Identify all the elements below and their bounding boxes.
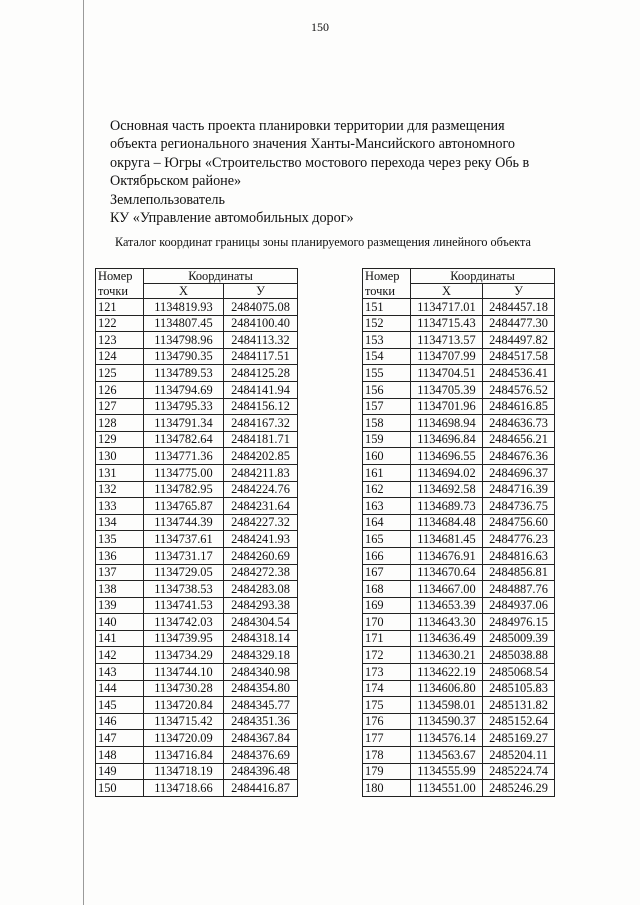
point-number-cell: 131 (96, 464, 144, 481)
x-coordinate-cell: 1134622.19 (411, 664, 483, 681)
x-coordinate-cell: 1134590.37 (411, 713, 483, 730)
point-number-cell: 122 (96, 315, 144, 332)
y-coordinate-cell: 2484304.54 (224, 614, 298, 631)
y-coordinate-cell: 2484283.08 (224, 581, 298, 598)
y-coordinate-cell: 2484181.71 (224, 431, 298, 448)
point-number-cell: 134 (96, 514, 144, 531)
x-coordinate-cell: 1134716.84 (144, 747, 224, 764)
y-coordinate-cell: 2484241.93 (224, 531, 298, 548)
x-coordinate-cell: 1134771.36 (144, 448, 224, 465)
table-row (96, 431, 298, 448)
x-coordinate-cell: 1134696.55 (411, 448, 483, 465)
point-number-cell: 133 (96, 498, 144, 515)
y-coordinate-cell: 2484756.60 (483, 514, 555, 531)
table-row (96, 597, 298, 614)
point-number-cell: 140 (96, 614, 144, 631)
heading-line: объекта регионального значения Ханты-Мансийского автономного (110, 136, 516, 153)
table-row (96, 763, 298, 780)
point-number-cell: 147 (96, 730, 144, 747)
point-number-cell: 150 (96, 780, 144, 797)
y-coordinate-cell: 2485009.39 (483, 630, 555, 647)
y-coordinate-cell: 2485038.88 (483, 647, 555, 664)
y-coordinate-cell: 2484260.69 (224, 547, 298, 564)
x-coordinate-cell: 1134782.95 (144, 481, 224, 498)
x-coordinate-cell: 1134765.87 (144, 498, 224, 515)
y-coordinate-cell: 2484125.28 (224, 365, 298, 382)
y-coordinate-cell: 2484117.51 (224, 348, 298, 365)
point-number-cell: 144 (96, 680, 144, 697)
x-coordinate-cell: 1134698.94 (411, 415, 483, 432)
point-number-cell: 124 (96, 348, 144, 365)
point-number-cell: 148 (96, 747, 144, 764)
scan-edge-line (83, 0, 84, 905)
x-coordinate-cell: 1134718.19 (144, 763, 224, 780)
table-row (96, 581, 298, 598)
point-number-cell: 126 (96, 381, 144, 398)
table-row (96, 747, 298, 764)
point-number-cell: 130 (96, 448, 144, 465)
x-coordinate-cell: 1134636.49 (411, 630, 483, 647)
point-number-cell: 127 (96, 398, 144, 415)
x-coordinate-cell: 1134707.99 (411, 348, 483, 365)
table-row (96, 332, 298, 349)
table-row (363, 531, 555, 548)
y-coordinate-cell: 2484477.30 (483, 315, 555, 332)
y-coordinate-cell: 2484887.76 (483, 581, 555, 598)
y-coordinate-cell: 2484340.98 (224, 664, 298, 681)
y-coordinate-cell: 2485204.11 (483, 747, 555, 764)
x-coordinate-cell: 1134738.53 (144, 581, 224, 598)
header-y: У (224, 284, 298, 299)
header-x: X (144, 284, 224, 299)
x-coordinate-cell: 1134606.80 (411, 680, 483, 697)
x-coordinate-cell: 1134744.10 (144, 664, 224, 681)
heading-line: Октябрьском районе» (110, 173, 242, 190)
x-coordinate-cell: 1134741.53 (144, 597, 224, 614)
heading-line: Основная часть проекта планировки территории для размещения (110, 118, 505, 134)
table-row (96, 498, 298, 515)
x-coordinate-cell: 1134791.34 (144, 415, 224, 432)
x-coordinate-cell: 1134739.95 (144, 630, 224, 647)
table-body-right (363, 299, 555, 797)
point-number-cell: 174 (363, 680, 411, 697)
x-coordinate-cell: 1134744.39 (144, 514, 224, 531)
point-number-cell: 168 (363, 581, 411, 598)
y-coordinate-cell: 2484616.85 (483, 398, 555, 415)
table-row (363, 780, 555, 797)
header-x: X (411, 284, 483, 299)
x-coordinate-cell: 1134789.53 (144, 365, 224, 382)
y-coordinate-cell: 2484367.84 (224, 730, 298, 747)
table-row (96, 464, 298, 481)
point-number-cell: 137 (96, 564, 144, 581)
table-row (96, 564, 298, 581)
x-coordinate-cell: 1134731.17 (144, 547, 224, 564)
y-coordinate-cell: 2484141.94 (224, 381, 298, 398)
table-row (363, 348, 555, 365)
point-number-cell: 167 (363, 564, 411, 581)
y-coordinate-cell: 2484656.21 (483, 431, 555, 448)
table-row (96, 315, 298, 332)
x-coordinate-cell: 1134667.00 (411, 581, 483, 598)
point-number-cell: 170 (363, 614, 411, 631)
table-row (363, 415, 555, 432)
y-coordinate-cell: 2484329.18 (224, 647, 298, 664)
point-number-cell: 178 (363, 747, 411, 764)
y-coordinate-cell: 2484517.58 (483, 348, 555, 365)
y-coordinate-cell: 2484536.41 (483, 365, 555, 382)
table-row (363, 498, 555, 515)
x-coordinate-cell: 1134670.64 (411, 564, 483, 581)
table-row (96, 547, 298, 564)
y-coordinate-cell: 2484354.80 (224, 680, 298, 697)
table-row (96, 299, 298, 316)
table-row (96, 614, 298, 631)
table-row (363, 299, 555, 316)
point-number-cell: 173 (363, 664, 411, 681)
point-number-cell: 163 (363, 498, 411, 515)
y-coordinate-cell: 2484736.75 (483, 498, 555, 515)
header-coordinates: Координаты (411, 269, 555, 284)
point-number-cell: 156 (363, 381, 411, 398)
table-row (96, 531, 298, 548)
table-row (363, 381, 555, 398)
point-number-cell: 136 (96, 547, 144, 564)
table-body-left (96, 299, 298, 797)
table-row (96, 381, 298, 398)
table-row (96, 514, 298, 531)
table-row (96, 630, 298, 647)
y-coordinate-cell: 2484816.63 (483, 547, 555, 564)
table-row (363, 514, 555, 531)
y-coordinate-cell: 2484937.06 (483, 597, 555, 614)
point-number-cell: 143 (96, 664, 144, 681)
point-number-cell: 159 (363, 431, 411, 448)
x-coordinate-cell: 1134718.66 (144, 780, 224, 797)
x-coordinate-cell: 1134555.99 (411, 763, 483, 780)
x-coordinate-cell: 1134704.51 (411, 365, 483, 382)
point-number-cell: 158 (363, 415, 411, 432)
x-coordinate-cell: 1134720.84 (144, 697, 224, 714)
point-number-cell: 169 (363, 597, 411, 614)
y-coordinate-cell: 2484376.69 (224, 747, 298, 764)
table-row (96, 680, 298, 697)
x-coordinate-cell: 1134795.33 (144, 398, 224, 415)
point-number-cell: 129 (96, 431, 144, 448)
table-row (363, 431, 555, 448)
x-coordinate-cell: 1134643.30 (411, 614, 483, 631)
x-coordinate-cell: 1134689.73 (411, 498, 483, 515)
point-number-cell: 152 (363, 315, 411, 332)
x-coordinate-cell: 1134790.35 (144, 348, 224, 365)
point-number-cell: 146 (96, 713, 144, 730)
y-coordinate-cell: 2484856.81 (483, 564, 555, 581)
table-row (363, 614, 555, 631)
table-row (363, 315, 555, 332)
table-row (363, 564, 555, 581)
y-coordinate-cell: 2484497.82 (483, 332, 555, 349)
y-coordinate-cell: 2484167.32 (224, 415, 298, 432)
y-coordinate-cell: 2484396.48 (224, 763, 298, 780)
point-number-cell: 161 (363, 464, 411, 481)
table-row (363, 464, 555, 481)
x-coordinate-cell: 1134720.09 (144, 730, 224, 747)
point-number-cell: 145 (96, 697, 144, 714)
point-number-cell: 180 (363, 780, 411, 797)
point-number-cell: 160 (363, 448, 411, 465)
table-row (363, 730, 555, 747)
table-row (96, 647, 298, 664)
table-row (96, 448, 298, 465)
x-coordinate-cell: 1134630.21 (411, 647, 483, 664)
y-coordinate-cell: 2484113.32 (224, 332, 298, 349)
table-row (96, 730, 298, 747)
point-number-cell: 177 (363, 730, 411, 747)
point-number-cell: 166 (363, 547, 411, 564)
x-coordinate-cell: 1134701.96 (411, 398, 483, 415)
y-coordinate-cell: 2484075.08 (224, 299, 298, 316)
header-point-top: Номер (363, 269, 411, 284)
table-row (96, 365, 298, 382)
y-coordinate-cell: 2484224.76 (224, 481, 298, 498)
point-number-cell: 175 (363, 697, 411, 714)
point-number-cell: 155 (363, 365, 411, 382)
point-number-cell: 176 (363, 713, 411, 730)
x-coordinate-cell: 1134696.84 (411, 431, 483, 448)
document-heading (110, 117, 580, 227)
x-coordinate-cell: 1134676.91 (411, 547, 483, 564)
table-row (363, 332, 555, 349)
point-number-cell: 149 (96, 763, 144, 780)
point-number-cell: 142 (96, 647, 144, 664)
table-row (96, 697, 298, 714)
y-coordinate-cell: 2484272.38 (224, 564, 298, 581)
table-row (363, 647, 555, 664)
header-point-bottom: точки (363, 284, 411, 299)
point-number-cell: 154 (363, 348, 411, 365)
table-row (363, 697, 555, 714)
y-coordinate-cell: 2484231.64 (224, 498, 298, 515)
x-coordinate-cell: 1134737.61 (144, 531, 224, 548)
y-coordinate-cell: 2485169.27 (483, 730, 555, 747)
x-coordinate-cell: 1134717.01 (411, 299, 483, 316)
table-row (363, 713, 555, 730)
header-point-top: Номер (96, 269, 144, 284)
table-row (363, 763, 555, 780)
table-row (96, 664, 298, 681)
point-number-cell: 172 (363, 647, 411, 664)
y-coordinate-cell: 2484716.39 (483, 481, 555, 498)
y-coordinate-cell: 2484636.73 (483, 415, 555, 432)
x-coordinate-cell: 1134692.58 (411, 481, 483, 498)
table-row (363, 448, 555, 465)
x-coordinate-cell: 1134715.42 (144, 713, 224, 730)
header-coordinates: Координаты (144, 269, 298, 284)
x-coordinate-cell: 1134794.69 (144, 381, 224, 398)
coordinates-table-right (362, 268, 555, 797)
point-number-cell: 179 (363, 763, 411, 780)
table-row (96, 348, 298, 365)
y-coordinate-cell: 2485152.64 (483, 713, 555, 730)
table-caption: Каталог координат границы зоны планируемого размещения линейного объекта (115, 235, 531, 249)
y-coordinate-cell: 2484211.83 (224, 464, 298, 481)
table-row (363, 398, 555, 415)
x-coordinate-cell: 1134551.00 (411, 780, 483, 797)
x-coordinate-cell: 1134715.43 (411, 315, 483, 332)
y-coordinate-cell: 2484457.18 (483, 299, 555, 316)
x-coordinate-cell: 1134713.57 (411, 332, 483, 349)
y-coordinate-cell: 2484318.14 (224, 630, 298, 647)
y-coordinate-cell: 2484696.37 (483, 464, 555, 481)
y-coordinate-cell: 2484416.87 (224, 780, 298, 797)
point-number-cell: 157 (363, 398, 411, 415)
point-number-cell: 128 (96, 415, 144, 432)
table-row (96, 713, 298, 730)
table-row (96, 481, 298, 498)
point-number-cell: 139 (96, 597, 144, 614)
point-number-cell: 164 (363, 514, 411, 531)
point-number-cell: 132 (96, 481, 144, 498)
y-coordinate-cell: 2484776.23 (483, 531, 555, 548)
x-coordinate-cell: 1134775.00 (144, 464, 224, 481)
point-number-cell: 153 (363, 332, 411, 349)
table-row (363, 630, 555, 647)
x-coordinate-cell: 1134730.28 (144, 680, 224, 697)
x-coordinate-cell: 1134653.39 (411, 597, 483, 614)
x-coordinate-cell: 1134684.48 (411, 514, 483, 531)
heading-line: округа – Югры «Строительство мостового перехода через реку Обь в (110, 154, 530, 171)
x-coordinate-cell: 1134729.05 (144, 564, 224, 581)
x-coordinate-cell: 1134681.45 (411, 531, 483, 548)
point-number-cell: 171 (363, 630, 411, 647)
y-coordinate-cell: 2484676.36 (483, 448, 555, 465)
x-coordinate-cell: 1134576.14 (411, 730, 483, 747)
x-coordinate-cell: 1134807.45 (144, 315, 224, 332)
table-row (363, 581, 555, 598)
point-number-cell: 141 (96, 630, 144, 647)
x-coordinate-cell: 1134705.39 (411, 381, 483, 398)
y-coordinate-cell: 2484345.77 (224, 697, 298, 714)
header-y: У (483, 284, 555, 299)
y-coordinate-cell: 2485224.74 (483, 763, 555, 780)
coordinates-table-left (95, 268, 298, 797)
page-number: 150 (311, 20, 329, 34)
point-number-cell: 138 (96, 581, 144, 598)
table-row (96, 415, 298, 432)
x-coordinate-cell: 1134598.01 (411, 697, 483, 714)
y-coordinate-cell: 2484351.36 (224, 713, 298, 730)
point-number-cell: 125 (96, 365, 144, 382)
table-row (363, 747, 555, 764)
table-row (363, 680, 555, 697)
x-coordinate-cell: 1134563.67 (411, 747, 483, 764)
point-number-cell: 165 (363, 531, 411, 548)
heading-line: КУ «Управление автомобильных дорог» (110, 210, 354, 227)
y-coordinate-cell: 2484100.40 (224, 315, 298, 332)
point-number-cell: 135 (96, 531, 144, 548)
x-coordinate-cell: 1134782.64 (144, 431, 224, 448)
point-number-cell: 162 (363, 481, 411, 498)
table-row (96, 398, 298, 415)
point-number-cell: 151 (363, 299, 411, 316)
y-coordinate-cell: 2485105.83 (483, 680, 555, 697)
heading-line: Землепользователь (110, 191, 225, 208)
x-coordinate-cell: 1134694.02 (411, 464, 483, 481)
x-coordinate-cell: 1134734.29 (144, 647, 224, 664)
x-coordinate-cell: 1134798.96 (144, 332, 224, 349)
table-row (363, 547, 555, 564)
y-coordinate-cell: 2484156.12 (224, 398, 298, 415)
y-coordinate-cell: 2484293.38 (224, 597, 298, 614)
y-coordinate-cell: 2485068.54 (483, 664, 555, 681)
x-coordinate-cell: 1134742.03 (144, 614, 224, 631)
point-number-cell: 121 (96, 299, 144, 316)
y-coordinate-cell: 2484576.52 (483, 381, 555, 398)
table-row (363, 597, 555, 614)
table-row (363, 481, 555, 498)
y-coordinate-cell: 2485131.82 (483, 697, 555, 714)
y-coordinate-cell: 2484976.15 (483, 614, 555, 631)
table-row (96, 780, 298, 797)
y-coordinate-cell: 2484227.32 (224, 514, 298, 531)
table-row (363, 365, 555, 382)
y-coordinate-cell: 2484202.85 (224, 448, 298, 465)
x-coordinate-cell: 1134819.93 (144, 299, 224, 316)
y-coordinate-cell: 2485246.29 (483, 780, 555, 797)
table-row (363, 664, 555, 681)
header-point-bottom: точки (96, 284, 144, 299)
point-number-cell: 123 (96, 332, 144, 349)
